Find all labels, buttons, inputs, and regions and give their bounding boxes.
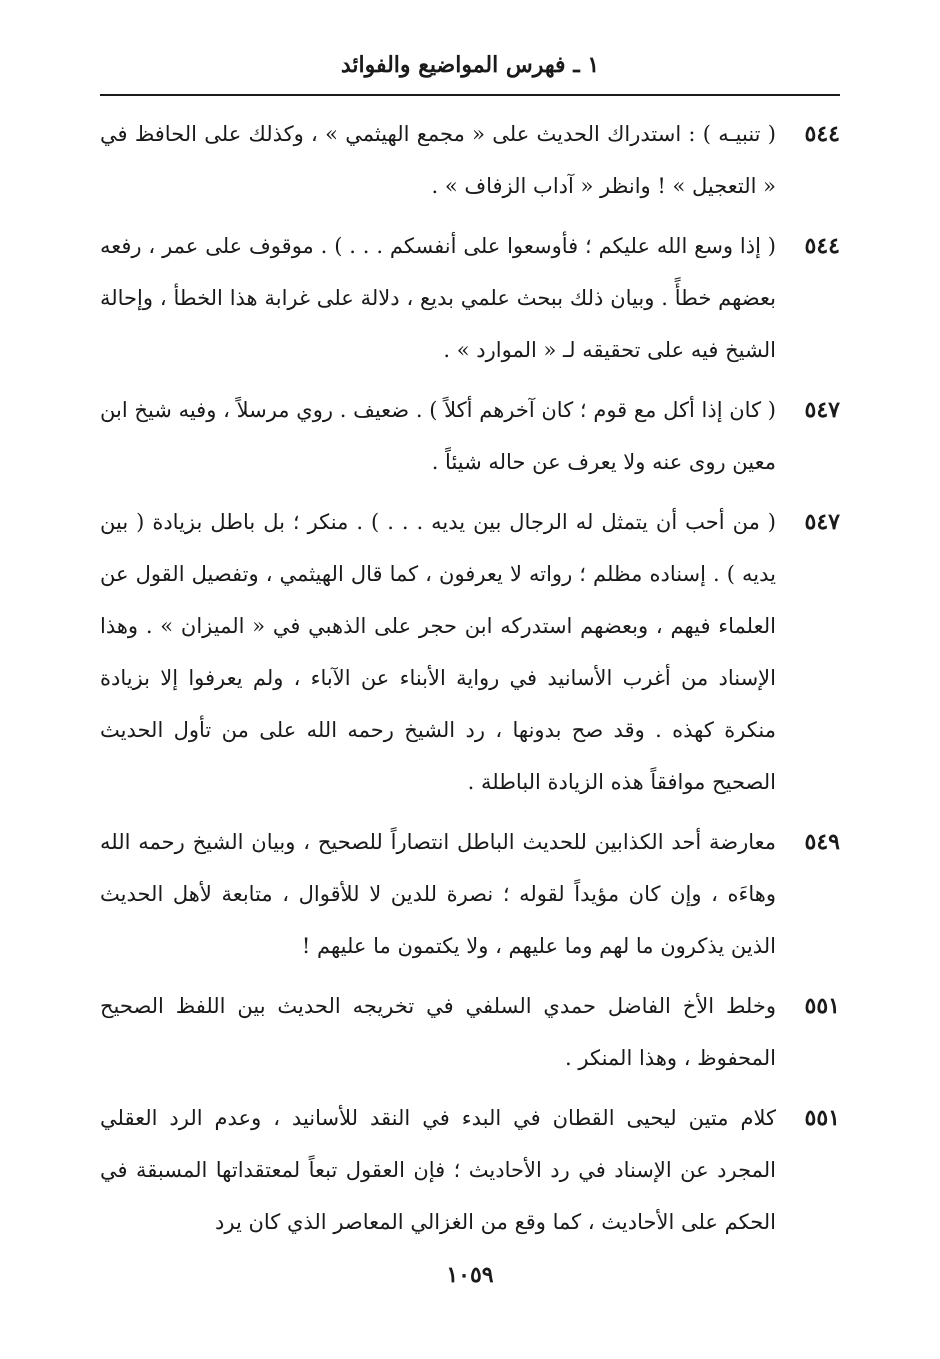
index-entry: [100, 980, 840, 1084]
entry-text: ( إذا وسع الله عليكم ؛ فأوسعوا على أنفسكم . . . ) . موقوف على عمر ، رفعه بعضهم خطأً . وبيان ذلك ببحث علمي بديع ، دلالة على غرابة هذا الخطأ ، وإحالة الشيخ فيه على تحقيقه لـ « الموارد » .: [100, 234, 776, 362]
entry-page-number: ٥٤٩: [804, 829, 840, 855]
entry-text: كلام متين ليحيى القطان في البدء في النقد للأسانيد ، وعدم الرد العقلي المجرد عن الإسناد في رد الأحاديث ؛ فإن العقول تبعاً لمعتقداتها المسبقة في الحكم على الأحاديث ، كما وقع من الغزالي المعاصر الذي كان يرد: [100, 1106, 776, 1234]
entry-page-number: ٥٤٤: [804, 121, 840, 147]
index-entry: [100, 496, 840, 808]
entry-text: ( تنبيـه ) : استدراك الحديث على « مجمع الهيثمي » ، وكذلك على الحافظ في « التعجيل » ! وانظر « آداب الزفاف » .: [100, 122, 776, 198]
page-number: ١٠٥٩: [446, 1262, 494, 1288]
entry-page-number: ٥٤٧: [804, 509, 840, 535]
page-header: ١ ـ فهرس المواضيع والفوائد: [340, 52, 600, 78]
entry-text: معارضة أحد الكذابين للحديث الباطل انتصاراً للصحيح ، وبيان الشيخ رحمه الله وهاءَه ، وإن كان مؤيداً لقوله ؛ نصرة للدين لا للأقوال ، متابعة لأهل الحديث الذين يذكرون ما لهم وما عليهم ، ولا يكتمون ما عليهم !: [100, 830, 776, 958]
index-entry: [100, 220, 840, 376]
entry-page-number: ٥٥١: [804, 993, 840, 1019]
entry-page-number: ٥٤٤: [804, 233, 840, 259]
index-entry: [100, 1092, 840, 1248]
entry-page-number: ٥٥١: [804, 1105, 840, 1131]
index-entry: [100, 816, 840, 972]
header-divider: [100, 94, 840, 96]
index-entries: [100, 108, 840, 1256]
index-entry: [100, 108, 840, 212]
entry-text: ( كان إذا أكل مع قوم ؛ كان آخرهم أكلاً ) . ضعيف . روي مرسلاً ، وفيه شيخ ابن معين روى عنه ولا يعرف عن حاله شيئاً .: [100, 398, 776, 474]
index-entry: [100, 384, 840, 488]
entry-text: وخلط الأخ الفاضل حمدي السلفي في تخريجه الحديث بين اللفظ الصحيح المحفوظ ، وهذا المنكر .: [100, 994, 776, 1070]
entry-page-number: ٥٤٧: [804, 397, 840, 423]
entry-text: ( من أحب أن يتمثل له الرجال بين يديه . . . ) . منكر ؛ بل باطل بزيادة ( بين يديه ) . إسناده مظلم ؛ رواته لا يعرفون ، كما قال الهيثمي ، وتفصيل القول عن العلماء فيهم ، وبعضهم استدركه ابن حجر على الذهبي في « الميزان » . وهذا الإسناد من أغرب الأسانيد في رواية الأبناء عن الآباء ، ولم يعرفوا إلا بزيادة منكرة كهذه . وقد صح بدونها ، رد الشيخ رحمه الله على من تأول الحديث الصحيح موافقاً هذه الزيادة الباطلة .: [100, 510, 776, 794]
